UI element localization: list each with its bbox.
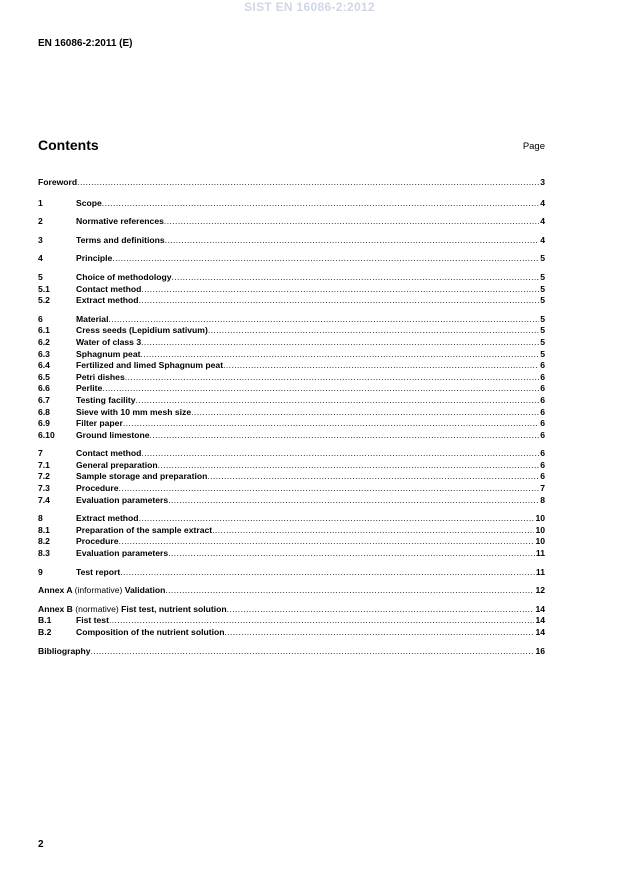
- dot-leader: [123, 418, 539, 430]
- toc-entry-page: 12: [535, 585, 545, 596]
- toc-entry-page: 3: [540, 177, 545, 187]
- toc-entry-page: 6: [540, 360, 545, 371]
- dot-leader: [164, 216, 539, 228]
- toc-entry-page: 11: [535, 548, 545, 559]
- toc-entry-page: 8: [540, 494, 545, 505]
- toc-entry[interactable]: [38, 525, 545, 537]
- toc-entry[interactable]: [38, 430, 545, 442]
- toc-entry-title: Sample storage and preparation: [76, 471, 208, 482]
- toc-entry-title: Evaluation parameters: [76, 494, 169, 505]
- toc-entry-number: 8.3: [38, 548, 50, 559]
- toc-entry[interactable]: [38, 360, 545, 372]
- dot-leader: [165, 585, 534, 597]
- toc-entry[interactable]: [38, 567, 545, 579]
- toc-entry-title: Scope: [76, 197, 102, 208]
- toc-entry[interactable]: [38, 460, 545, 472]
- toc-entry[interactable]: [38, 395, 545, 407]
- toc-entry[interactable]: [38, 177, 545, 189]
- toc-entry-page: 5: [540, 283, 545, 294]
- dot-leader: [171, 272, 539, 284]
- toc-entry-title: Material: [76, 313, 109, 324]
- toc-entry-title: Fertilized and limed Sphagnum peat: [76, 360, 224, 371]
- toc-entry-title: Extract method: [76, 513, 139, 524]
- dot-leader: [158, 460, 540, 472]
- toc-entry-page: 6: [540, 383, 545, 394]
- toc-entry-number: 2: [38, 216, 43, 227]
- annex-type-note: (informative): [74, 585, 123, 596]
- toc-entry-page: 5: [540, 348, 545, 359]
- toc-entry-title: Cress seeds (Lepidium sativum): [76, 325, 208, 336]
- toc-entry-page: 5: [540, 253, 545, 264]
- dot-leader: [227, 604, 535, 616]
- toc-entry-title: Contact method: [76, 448, 142, 459]
- toc-entry[interactable]: [38, 325, 545, 337]
- toc-entry[interactable]: [38, 548, 545, 560]
- toc-entry-title: Petri dishes: [76, 371, 125, 382]
- toc-entry[interactable]: [38, 372, 545, 384]
- toc-entry-title: Sieve with 10 mm mesh size: [76, 406, 192, 417]
- toc-entry-number: 6.7: [38, 394, 50, 405]
- toc-entry-page: 4: [540, 197, 545, 208]
- toc-entry-title: Terms and definitions: [76, 234, 165, 245]
- toc-entry-title: Fist test: [76, 615, 109, 626]
- contents-heading: Contents: [38, 137, 99, 153]
- toc-entry-title: Procedure: [76, 536, 119, 547]
- toc-entry-page: 6: [540, 429, 545, 440]
- toc-entry-page: 4: [540, 216, 545, 227]
- toc-entry[interactable]: [38, 216, 545, 228]
- toc-entry-number: 6.5: [38, 371, 50, 382]
- toc-entry-title: Annex B (normative) Fist test, nutrient solution: [38, 603, 227, 614]
- toc-entry-number: 7.1: [38, 459, 50, 470]
- toc-entry[interactable]: [38, 627, 545, 639]
- toc-entry-page: 5: [540, 313, 545, 324]
- toc-entry-title: Test report: [76, 566, 121, 577]
- toc-entry[interactable]: [38, 407, 545, 419]
- toc-entry[interactable]: [38, 448, 545, 460]
- toc-entry[interactable]: [38, 418, 545, 430]
- toc-entry-number: 1: [38, 197, 43, 208]
- toc-entry-title: Evaluation parameters: [76, 548, 169, 559]
- dot-leader: [212, 525, 534, 537]
- toc-entry[interactable]: [38, 646, 545, 658]
- toc-entry-number: 5: [38, 271, 43, 282]
- dot-leader: [140, 349, 539, 361]
- dot-leader: [224, 627, 534, 639]
- dot-leader: [191, 407, 539, 419]
- toc-entry-number: 6.8: [38, 406, 50, 417]
- dot-leader: [168, 548, 535, 560]
- toc-entry-number: 8.2: [38, 536, 50, 547]
- toc-entry-page: 6: [540, 394, 545, 405]
- toc-entry-number: 6.10: [38, 429, 55, 440]
- toc-entry-number: 6.2: [38, 336, 50, 347]
- toc-entry-number: 6.1: [38, 325, 50, 336]
- dot-leader: [141, 448, 539, 460]
- dot-leader: [102, 198, 539, 210]
- dot-leader: [141, 284, 539, 296]
- toc-entry-number: 5.2: [38, 295, 50, 306]
- toc-entry-number: 7.3: [38, 483, 50, 494]
- toc-entry-page: 6: [540, 418, 545, 429]
- toc-entry-number: B.2: [38, 627, 52, 637]
- toc-entry[interactable]: [38, 483, 545, 495]
- toc-entry-page: 14: [535, 615, 545, 626]
- toc-entry-page: 10: [535, 536, 545, 547]
- toc-entry[interactable]: [38, 585, 545, 597]
- dot-leader: [119, 483, 540, 495]
- toc-entry-page: 14: [535, 627, 545, 637]
- toc-entry-title: Foreword: [38, 177, 78, 187]
- toc-entry-page: 5: [540, 295, 545, 306]
- toc-entry[interactable]: [38, 272, 545, 284]
- toc-entry[interactable]: [38, 604, 545, 616]
- toc-entry-page: 10: [535, 524, 545, 535]
- dot-leader: [139, 513, 535, 525]
- dot-leader: [119, 536, 535, 548]
- dot-leader: [165, 235, 540, 247]
- annex-type-note: (normative): [75, 603, 119, 614]
- toc-entry-page: 11: [535, 566, 545, 577]
- toc-entry-title: Annex A (informative) Validation: [38, 585, 166, 596]
- page-number: 2: [38, 839, 44, 850]
- toc-entry-title: Water of class 3: [76, 336, 142, 347]
- toc-entry-number: 9: [38, 566, 43, 577]
- toc-entry-title: Sphagnum peat: [76, 348, 141, 359]
- toc-entry-number: 4: [38, 253, 43, 264]
- dot-leader: [139, 295, 540, 307]
- toc-entry[interactable]: [38, 513, 545, 525]
- dot-leader: [120, 567, 535, 579]
- toc-entry-title: Contact method: [76, 283, 142, 294]
- toc-entry[interactable]: [38, 284, 545, 296]
- toc-entry-page: 5: [540, 271, 545, 282]
- toc-entry-title: Ground limestone: [76, 429, 150, 440]
- toc-entry-title: Choice of methodology: [76, 271, 172, 282]
- toc-entry-page: 6: [540, 471, 545, 482]
- dot-leader: [108, 314, 539, 326]
- toc-entry[interactable]: [38, 536, 545, 548]
- toc-entry-page: 14: [535, 603, 545, 614]
- toc-entry-title: Perlite: [76, 383, 103, 394]
- toc-entry[interactable]: [38, 337, 545, 349]
- toc-entry-number: 5.1: [38, 283, 50, 294]
- toc-entry-title: Procedure: [76, 483, 119, 494]
- toc-entry-page: 6: [540, 371, 545, 382]
- page-column-label: Page: [522, 141, 545, 152]
- toc-entry[interactable]: [38, 383, 545, 395]
- dot-leader: [125, 372, 540, 384]
- toc-entry-title: Testing facility: [76, 394, 136, 405]
- dot-leader: [102, 383, 539, 395]
- toc-entry-number: 7.2: [38, 471, 50, 482]
- dot-leader: [91, 646, 535, 658]
- toc-entry-number: 7: [38, 448, 43, 459]
- toc-entry-number: 6.3: [38, 348, 50, 359]
- dot-leader: [77, 177, 539, 189]
- dot-leader: [168, 495, 539, 507]
- toc-entry[interactable]: [38, 495, 545, 507]
- toc-entry[interactable]: [38, 349, 545, 361]
- toc-entry-number: 8: [38, 513, 43, 524]
- document-id: EN 16086-2:2011 (E): [38, 38, 133, 49]
- dot-leader: [150, 430, 540, 442]
- toc-entry-title: Extract method: [76, 295, 139, 306]
- dot-leader: [223, 360, 539, 372]
- toc-entry-title: Bibliography: [38, 645, 91, 656]
- toc-entry-number: 6.6: [38, 383, 50, 394]
- toc-entry[interactable]: [38, 471, 545, 483]
- toc-entry[interactable]: [38, 253, 545, 265]
- toc-entry-page: 6: [540, 459, 545, 470]
- toc-entry-number: 8.1: [38, 524, 50, 535]
- toc-entry-number: 3: [38, 234, 43, 245]
- toc-entry[interactable]: [38, 295, 545, 307]
- toc-entry[interactable]: [38, 198, 545, 210]
- toc-entry-number: 7.4: [38, 494, 50, 505]
- toc-entry[interactable]: [38, 615, 545, 627]
- toc-entry-title: Normative references: [76, 216, 164, 227]
- toc-entry-page: 6: [540, 448, 545, 459]
- toc-entry-page: 4: [540, 234, 545, 245]
- toc-entry-page: 5: [540, 325, 545, 336]
- toc-entry-page: 10: [535, 513, 545, 524]
- toc-entry-number: B.1: [38, 615, 52, 626]
- toc-entry[interactable]: [38, 235, 545, 247]
- toc-entry-title: General preparation: [76, 459, 158, 470]
- dot-leader: [112, 253, 539, 265]
- dot-leader: [109, 615, 534, 627]
- toc-entry-title: Filter paper: [76, 418, 123, 429]
- toc-entry-title: Principle: [76, 253, 113, 264]
- toc-entry-number: 6.4: [38, 360, 50, 371]
- toc-entry-title: Composition of the nutrient solution: [76, 627, 225, 637]
- toc-entry-number: 6: [38, 313, 43, 324]
- toc-entry-page: 16: [535, 645, 545, 656]
- dot-leader: [136, 395, 540, 407]
- dot-leader: [141, 337, 539, 349]
- dot-leader: [208, 325, 539, 337]
- table-of-contents: [38, 177, 545, 657]
- toc-entry-number: 6.9: [38, 418, 50, 429]
- toc-entry-page: 6: [540, 406, 545, 417]
- dot-leader: [207, 471, 539, 483]
- toc-entry-title: Preparation of the sample extract: [76, 524, 213, 535]
- watermark: SIST EN 16086-2:2012: [244, 0, 375, 14]
- toc-entry[interactable]: [38, 314, 545, 326]
- toc-entry-page: 7: [540, 483, 545, 494]
- toc-entry-page: 5: [540, 336, 545, 347]
